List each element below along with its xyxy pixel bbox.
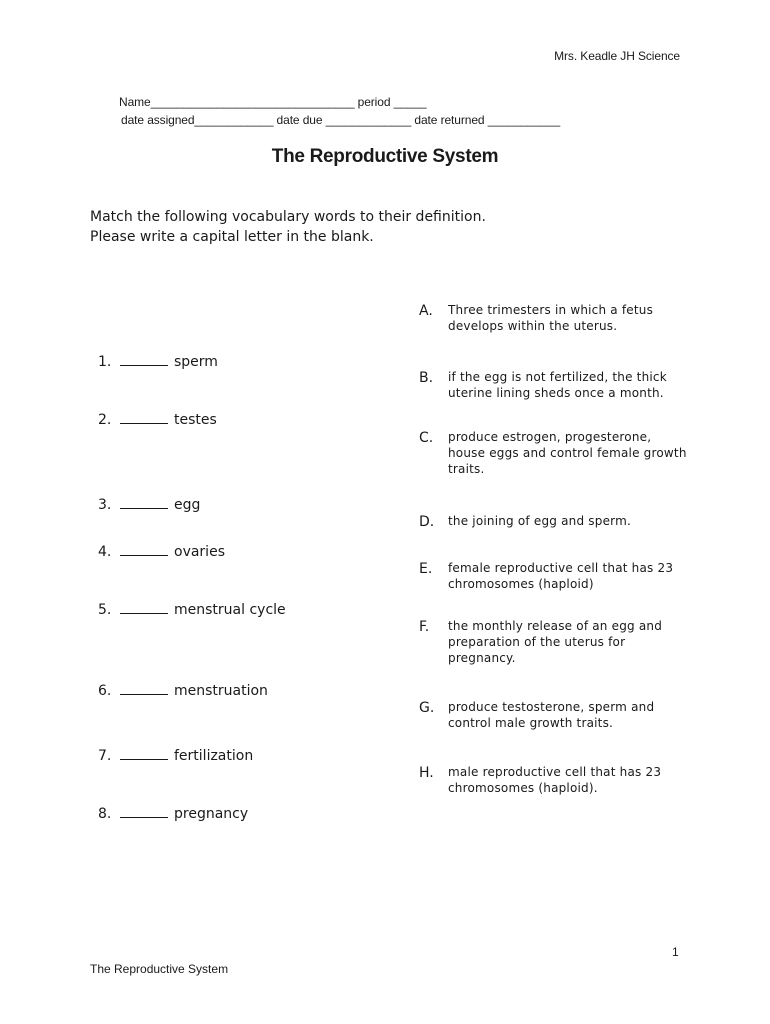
- dates-line: date assigned____________ date due _____________ date returned ___________: [121, 113, 561, 127]
- question-item: [98, 681, 268, 699]
- definition-letter: D.: [419, 514, 435, 530]
- footer-title: The Reproductive System: [90, 962, 229, 976]
- definition-text: if the egg is not fertilized, the thick uterine lining sheds once a month.: [448, 370, 667, 400]
- definition-text: male reproductive cell that has 23 chromosomes (haploid).: [448, 765, 662, 795]
- name-period-line: Name_______________________________ period _____: [119, 95, 427, 109]
- vocab-word: menstrual cycle: [174, 602, 286, 618]
- question-number: 3.: [98, 497, 112, 513]
- question-item: [98, 410, 217, 428]
- question-number: 1.: [98, 354, 112, 370]
- question-number: 7.: [98, 748, 112, 764]
- question-item: [98, 542, 225, 560]
- question-number: 2.: [98, 412, 112, 428]
- question-number: 5.: [98, 602, 112, 618]
- question-item: [98, 804, 248, 822]
- question-item: [98, 746, 253, 764]
- vocab-word: testes: [174, 412, 217, 428]
- definition-letter: F.: [419, 619, 430, 635]
- definition-text: the joining of egg and sperm.: [448, 514, 631, 528]
- answer-blank[interactable]: [120, 804, 168, 818]
- definition-letter: H.: [419, 765, 434, 781]
- vocab-word: pregnancy: [174, 806, 249, 822]
- page-number: 1: [672, 945, 679, 959]
- definition-letter: B.: [419, 370, 434, 386]
- instruction-line-2: Please write a capital letter in the blank.: [90, 229, 374, 245]
- definition-text: produce testosterone, sperm and control male growth traits.: [448, 700, 655, 730]
- instruction-line-1: Match the following vocabulary words to their definition.: [90, 209, 486, 225]
- answer-blank[interactable]: [120, 352, 168, 366]
- vocab-word: ovaries: [174, 544, 225, 560]
- definition-letter: G.: [419, 700, 435, 716]
- question-number: 6.: [98, 683, 112, 699]
- definition-text: Three trimesters in which a fetus develops within the uterus.: [448, 303, 654, 333]
- definition-text: female reproductive cell that has 23 chromosomes (haploid): [448, 561, 674, 591]
- vocab-word: menstruation: [174, 683, 268, 699]
- answer-blank[interactable]: [120, 681, 168, 695]
- question-number: 8.: [98, 806, 112, 822]
- definition-text: produce estrogen, progesterone, house eggs and control female growth traits.: [448, 430, 687, 476]
- definition-letter: A.: [419, 303, 433, 319]
- answer-blank[interactable]: [120, 542, 168, 556]
- question-item: [98, 352, 218, 370]
- page-title: The Reproductive System: [271, 146, 499, 167]
- question-item: [98, 600, 286, 618]
- vocab-word: sperm: [174, 354, 218, 370]
- vocab-word: fertilization: [174, 748, 254, 764]
- teacher-header: Mrs. Keadle JH Science: [554, 49, 680, 63]
- answer-blank[interactable]: [120, 600, 168, 614]
- answer-blank[interactable]: [120, 746, 168, 760]
- definition-letter: C.: [419, 430, 434, 446]
- question-item: [98, 495, 200, 513]
- vocab-word: egg: [174, 497, 201, 513]
- question-number: 4.: [98, 544, 112, 560]
- answer-blank[interactable]: [120, 495, 168, 509]
- answer-blank[interactable]: [120, 410, 168, 424]
- definition-text: the monthly release of an egg and preparation of the uterus for pregnancy.: [448, 619, 663, 665]
- definition-letter: E.: [419, 561, 433, 577]
